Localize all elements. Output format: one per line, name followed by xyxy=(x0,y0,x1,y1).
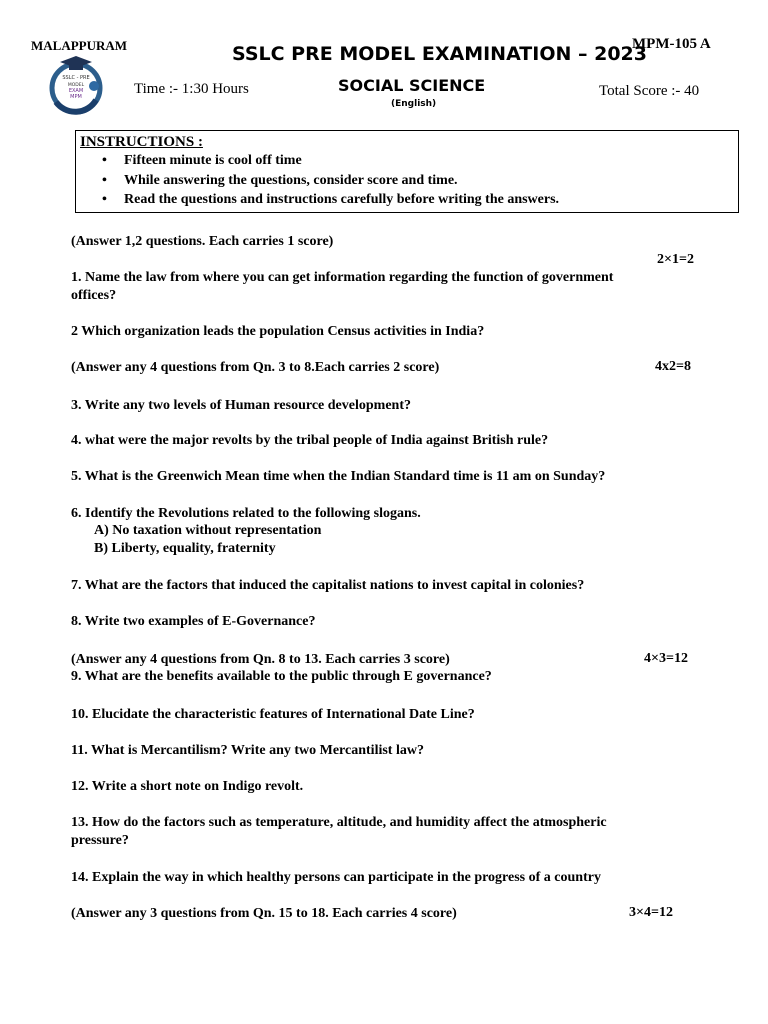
exam-title: SSLC PRE MODEL EXAMINATION – 2023 xyxy=(232,43,647,65)
paper-code: MPM-105 A xyxy=(632,36,711,52)
question-3: 3. Write any two levels of Human resource development? xyxy=(71,398,411,413)
question-11: 11. What is Mercantilism? Write any two Mercantilist law? xyxy=(71,743,424,758)
logo-text-2: MODEL xyxy=(67,83,85,88)
language-label: (English) xyxy=(391,99,437,109)
section-heading: (Answer any 4 questions from Qn. 8 to 13. Each carries 3 score) xyxy=(71,652,450,667)
section-marks: 3×4=12 xyxy=(629,905,673,920)
question-6-option-a: A) No taxation without representation xyxy=(94,523,322,538)
time-allowed: Time :- 1:30 Hours xyxy=(134,81,249,97)
question-6-option-b: B) Liberty, equality, fraternity xyxy=(94,541,276,556)
question-8: 8. Write two examples of E-Governance? xyxy=(71,614,316,629)
question-13: 13. How do the factors such as temperature, altitude, and humidity affect the atmospheric xyxy=(71,815,607,830)
instruction-item: • Fifteen minute is cool off time xyxy=(76,153,559,173)
section-heading: (Answer any 3 questions from Qn. 15 to 18. Each carries 4 score) xyxy=(71,906,457,921)
section-marks: 2×1=2 xyxy=(657,252,694,267)
section-heading: (Answer 1,2 questions. Each carries 1 score) xyxy=(71,234,334,249)
question-1-cont: offices? xyxy=(71,288,117,303)
section-marks: 4x2=8 xyxy=(655,359,691,374)
logo-text-4: MPM xyxy=(70,94,82,100)
logo-text-1: SSLC - PRE xyxy=(62,75,90,81)
section-marks: 4×3=12 xyxy=(644,651,688,666)
logo-text-3: EXAM xyxy=(68,88,84,94)
question-1: 1. Name the law from where you can get information regarding the function of government xyxy=(71,270,614,285)
question-13-cont: pressure? xyxy=(71,833,129,848)
instructions-list xyxy=(76,153,559,212)
question-12: 12. Write a short note on Indigo revolt. xyxy=(71,779,304,794)
total-score: Total Score :- 40 xyxy=(599,83,700,99)
question-6: 6. Identify the Revolutions related to the following slogans. xyxy=(71,506,421,521)
section-heading: (Answer any 4 questions from Qn. 3 to 8.Each carries 2 score) xyxy=(71,360,440,375)
exam-logo xyxy=(42,52,106,116)
question-2: 2 Which organization leads the population Census activities in India? xyxy=(71,324,485,339)
subject-title: SOCIAL SCIENCE xyxy=(338,76,486,95)
question-10: 10. Elucidate the characteristic features of International Date Line? xyxy=(71,707,475,722)
instruction-item: • Read the questions and instructions carefully before writing the answers. xyxy=(76,192,559,212)
question-9: 9. What are the benefits available to the public through E governance? xyxy=(71,669,492,684)
instructions-heading: INSTRUCTIONS : xyxy=(80,134,203,150)
question-4: 4. what were the major revolts by the tribal people of India against British rule? xyxy=(71,433,549,448)
instruction-item: • While answering the questions, consider score and time. xyxy=(76,173,559,193)
district-name: MALAPPURAM xyxy=(31,38,128,53)
question-7: 7. What are the factors that induced the capitalist nations to invest capital in colonies? xyxy=(71,578,585,593)
question-14: 14. Explain the way in which healthy persons can participate in the progress of a country xyxy=(71,870,601,885)
question-5: 5. What is the Greenwich Mean time when the Indian Standard time is 11 am on Sunday? xyxy=(71,469,606,484)
instructions-box xyxy=(75,130,739,213)
